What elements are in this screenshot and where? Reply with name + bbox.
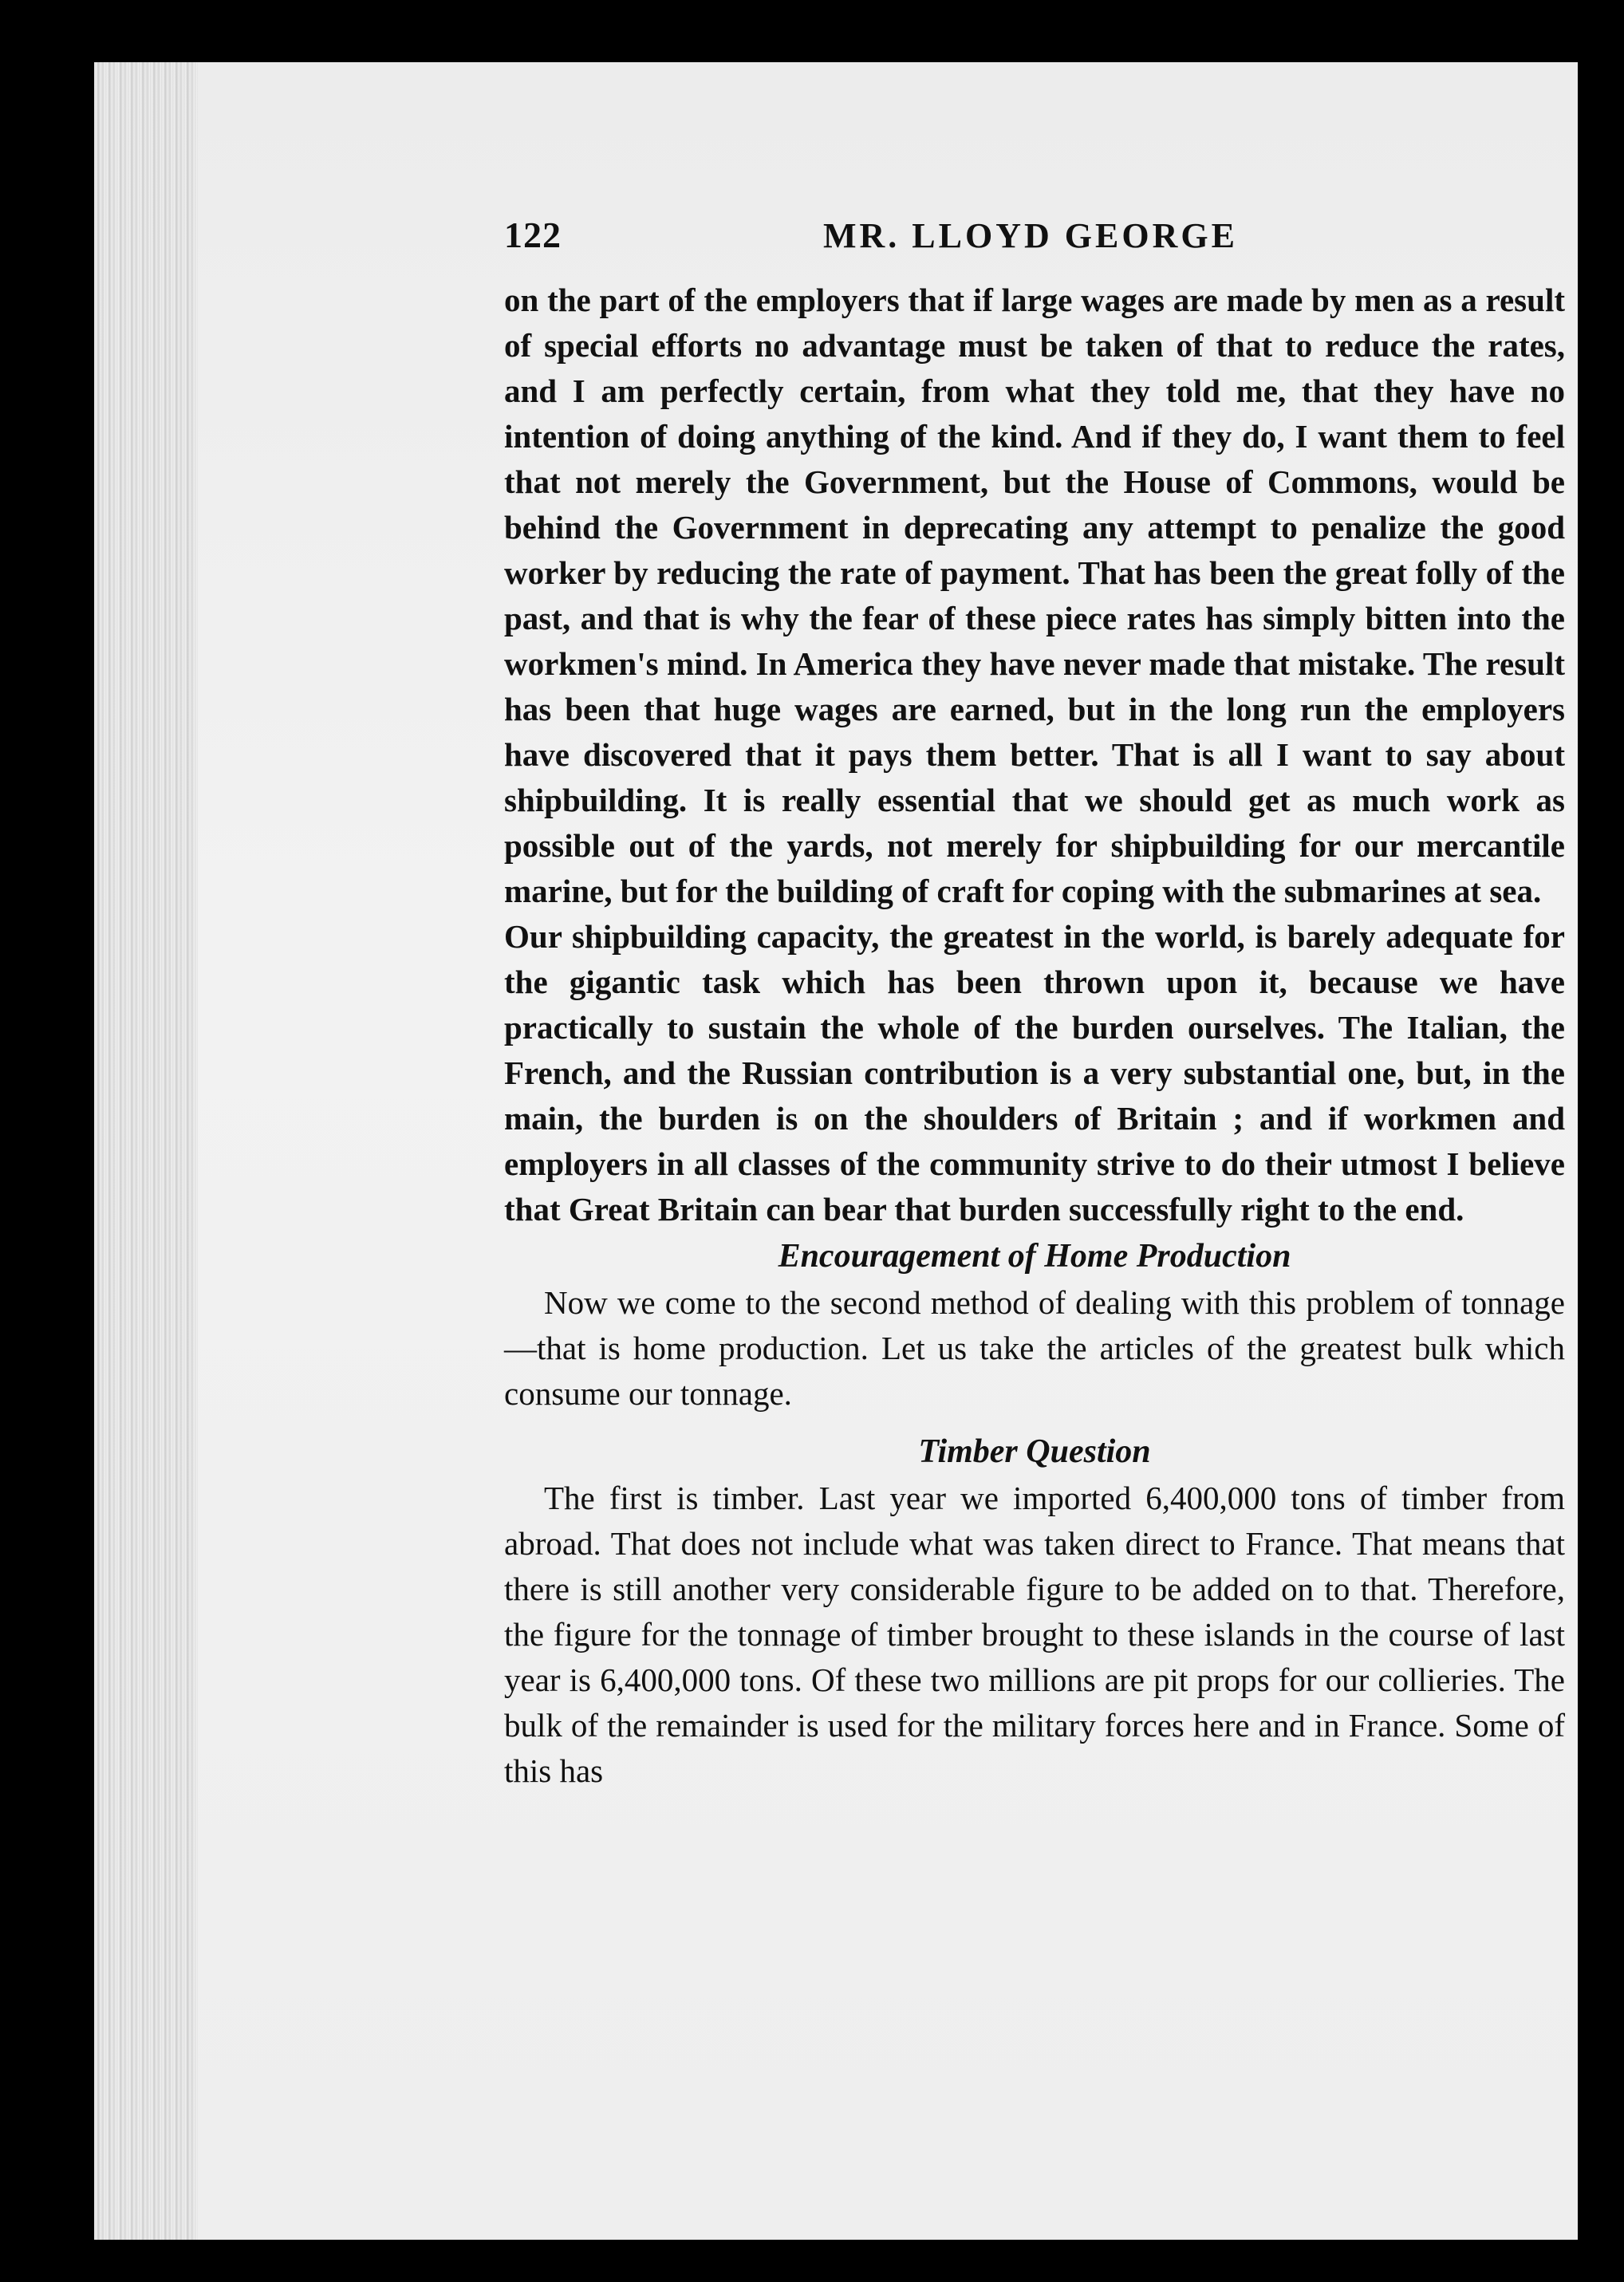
running-head: MR. LLOYD GEORGE: [823, 216, 1238, 255]
body-text: [504, 278, 1565, 1794]
paragraph-shipbuilding-part1: on the part of the employers that if large wages are made by men as a result of special efforts no advantage must be taken of that to reduce the rates, and I am perfectly certain, from what they told me, that they have no intention of doing anything of the kind. And if they do, I want them to feel that not merely the Government, but the House of Commons, would be behind the Government in deprecating any attempt to penalize the good worker by reducing the rate of payment. That has been the great folly of the past, and that is why the fear of these piece rates has simply bitten into the workmen's mind. In America they have never made that mistake. The result has been that huge wages are earned, but in the long run the employers have discovered that it pays them better. That is all I want to say about shipbuilding. It is really essential that we should get as much work as possible out of the yards, not merely for shipbuilding for our mercantile marine, but for the building of craft for coping with the submarines at sea.: [504, 282, 1565, 909]
paragraph-home-production: Now we come to the second method of dealing with this problem of tonnage—that is home production. Let us take the articles of the greatest bulk which consume our tonnage.: [504, 1284, 1565, 1412]
page-header: [504, 214, 1565, 270]
section-heading-home-production: Encouragement of Home Production: [778, 1238, 1291, 1275]
paragraph-shipbuilding-part2: Our shipbuilding capacity, the greatest in the world, is barely adequate for the gigantic task which has been thrown upon it, because we have practically to sustain the whole of the burden ourselves. The Italian, the French, and the Russian contribution is a very substantial one, but, in the main, the burden is on the shoulders of Britain ; and if workmen and employers in all classes of the community strive to do their utmost I believe that Great Britain can bear that burden successfully right to the end.: [504, 918, 1565, 1228]
section-heading-timber: Timber Question: [918, 1433, 1151, 1470]
paragraph-timber: The first is timber. Last year we imported 6,400,000 tons of timber from abroad. That does not include what was taken direct to France. That means that there is still another very considerable figure to be added on to that. Therefore, the figure for the tonnage of timber brought to these islands in the course of last year is 6,400,000 tons. Of these two millions are pit props for our collieries. The bulk of the remainder is used for the military forces here and in France. Some of this has: [504, 1480, 1565, 1789]
page-edges: [94, 62, 198, 2240]
page-number: 122: [504, 215, 562, 255]
